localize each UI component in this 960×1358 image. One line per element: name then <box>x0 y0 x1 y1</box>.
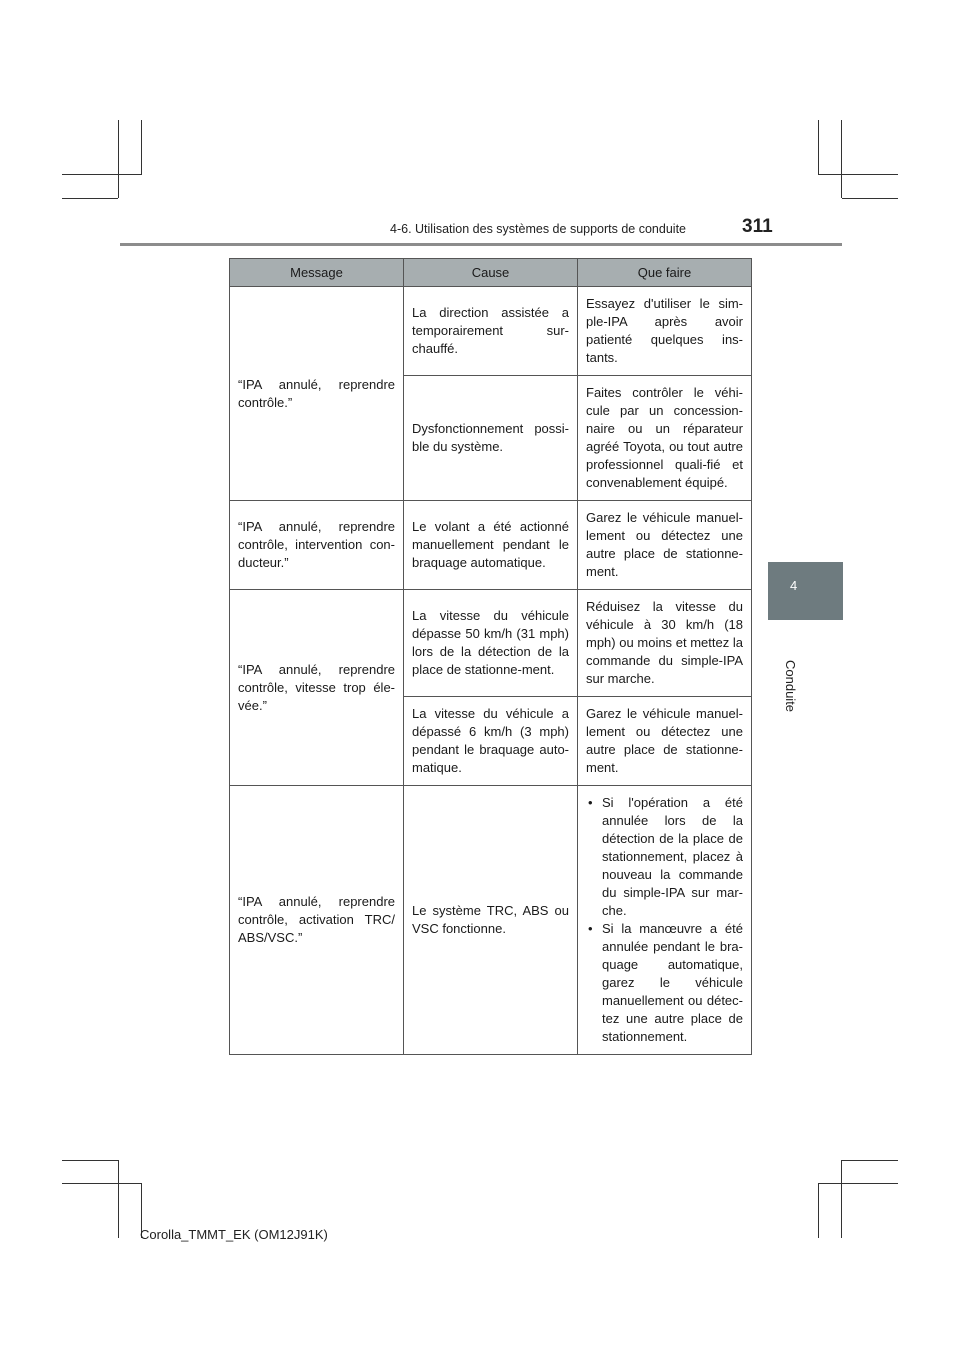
crop-mark <box>818 1183 819 1238</box>
crop-mark <box>118 120 119 198</box>
section-title: 4-6. Utilisation des systèmes de supports de conduite <box>390 222 686 236</box>
table-row <box>230 501 752 590</box>
page-number: 311 <box>742 216 773 237</box>
chapter-number: 4 <box>790 578 798 593</box>
crop-mark <box>841 120 842 198</box>
crop-mark <box>141 120 142 174</box>
crop-mark <box>842 1160 898 1161</box>
message-cell: “IPA annulé, reprendre contrôle, vitesse trop éle-vée.” <box>230 590 404 786</box>
chapter-tab <box>768 562 843 620</box>
crop-mark <box>62 1160 118 1161</box>
cause-cell: Dysfonctionnement possi-ble du système. <box>404 376 578 501</box>
crop-mark <box>62 174 142 175</box>
action-cell: Faites contrôler le véhi-cule par un concession-naire ou un réparateur agréé Toyota, ou tout autre professionnel quali-fié et convenablement équipé. <box>578 376 752 501</box>
action-cell: Garez le véhicule manuel-lement ou détectez une autre place de stationne-ment. <box>578 501 752 590</box>
column-header-message: Message <box>230 259 404 287</box>
message-table <box>229 258 752 1055</box>
cause-cell: La direction assistée a temporairement sur-chauffé. <box>404 287 578 376</box>
cause-cell: La vitesse du véhicule a dépassé 6 km/h (3 mph) pendant le braquage auto-matique. <box>404 697 578 786</box>
crop-mark <box>818 120 819 174</box>
document-footer: Corolla_TMMT_EK (OM12J91K) <box>140 1227 328 1242</box>
table-row <box>230 590 752 697</box>
list-item: • Si la manœuvre a été annulée pendant le bra-quage automatique, garez le véhicule manuellement ou détec-tez une autre place de stationnement. <box>586 920 743 1046</box>
table-header-row <box>230 259 752 287</box>
crop-mark <box>842 198 898 199</box>
action-cell: Réduisez la vitesse du véhicule à 30 km/h (18 mph) ou moins et mettez la commande du simple-IPA sur marche. <box>578 590 752 697</box>
header-rule <box>120 243 842 246</box>
cause-cell: Le volant a été actionné manuellement pendant le braquage automatique. <box>404 501 578 590</box>
crop-mark <box>841 1160 842 1238</box>
action-cell: Garez le véhicule manuel-lement ou détectez une autre place de stationne-ment. <box>578 697 752 786</box>
crop-mark <box>62 198 118 199</box>
message-cell: “IPA annulé, reprendre contrôle, intervention con-ducteur.” <box>230 501 404 590</box>
column-header-action: Que faire <box>578 259 752 287</box>
crop-mark <box>118 1160 119 1238</box>
message-cell: “IPA annulé, reprendre contrôle.” <box>230 287 404 501</box>
crop-mark <box>818 174 898 175</box>
message-cell: “IPA annulé, reprendre contrôle, activation TRC/ ABS/VSC.” <box>230 786 404 1055</box>
action-bullet-list <box>586 794 743 1046</box>
cause-cell: La vitesse du véhicule dépasse 50 km/h (31 mph) lors de la détection de la place de stationne-ment. <box>404 590 578 697</box>
cause-cell: Le système TRC, ABS ou VSC fonctionne. <box>404 786 578 1055</box>
chapter-label: Conduite <box>783 660 798 713</box>
table-row <box>230 786 752 1055</box>
table-row <box>230 287 752 376</box>
crop-mark <box>62 1183 142 1184</box>
crop-mark <box>818 1183 898 1184</box>
action-cell <box>578 786 752 1055</box>
column-header-cause: Cause <box>404 259 578 287</box>
list-item: • Si l'opération a été annulée lors de la détection de la place de stationnement, placez à nouveau la commande du simple-IPA sur mar-che. <box>586 794 743 920</box>
action-cell: Essayez d'utiliser le sim-ple-IPA après avoir patienté quelques ins-tants. <box>578 287 752 376</box>
